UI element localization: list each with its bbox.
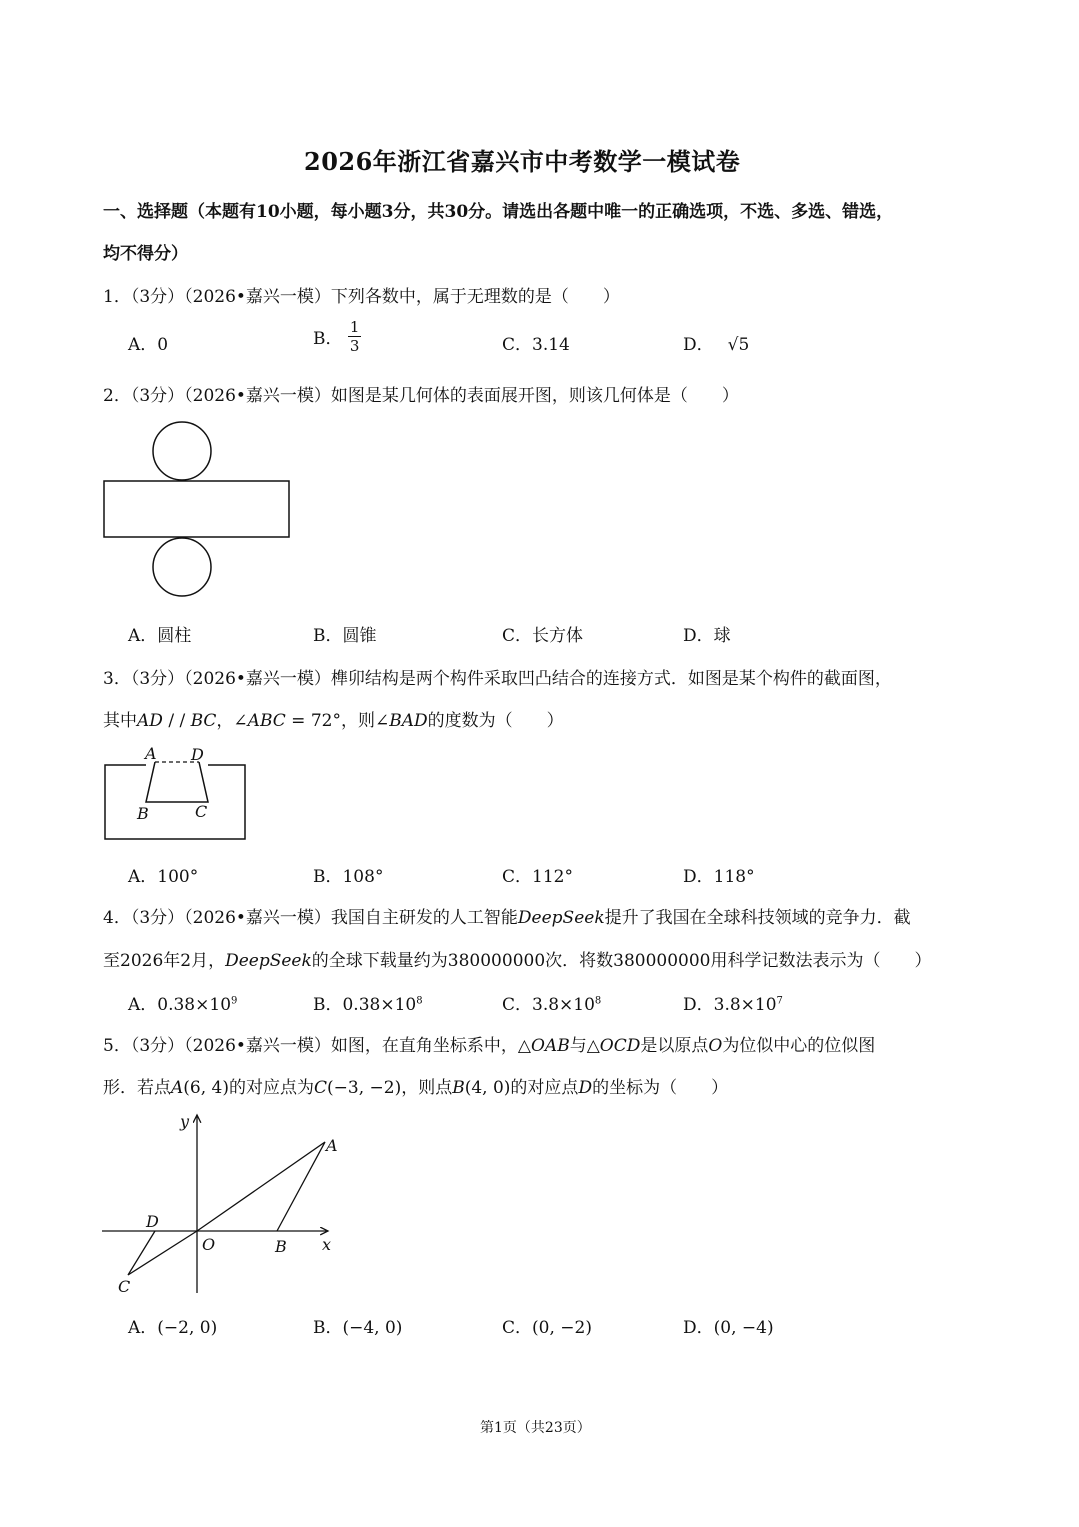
question-3-stem-line1: 3．（3分）（2026•嘉兴一模）榫卯结构是两个构件采取凹凸结合的连接方式．如图是某个构件的截面图， bbox=[103, 669, 892, 689]
question-5-stem-line1 bbox=[103, 1031, 875, 1056]
question-4-stem-line1 bbox=[103, 903, 911, 928]
q4-option-c bbox=[502, 990, 601, 1015]
q5-label-a: A bbox=[326, 1136, 338, 1155]
q5-text-mid: 与△ bbox=[569, 1036, 600, 1056]
q3-ad: AD bbox=[137, 711, 163, 731]
q5-text-post: 为位似中心的位似图 bbox=[722, 1036, 876, 1056]
q5-text2-pre: 形．若点 bbox=[103, 1078, 171, 1098]
q4-option-c-exp: 8 bbox=[594, 995, 602, 1007]
q5-a: A bbox=[171, 1078, 184, 1098]
q5-b: B bbox=[452, 1078, 465, 1098]
q3-label-c: C bbox=[195, 802, 208, 821]
q4-text2-pre: 至2026年2月， bbox=[103, 951, 226, 971]
q5-c: C bbox=[314, 1078, 328, 1098]
q1-option-c: C．3.14 bbox=[502, 335, 570, 355]
q4-option-d bbox=[683, 990, 783, 1015]
q2-top-circle bbox=[153, 422, 211, 480]
q3-text-pre: 其中 bbox=[103, 711, 137, 731]
q5-label-c: C bbox=[118, 1277, 131, 1296]
q3-bad: BAD bbox=[389, 711, 428, 731]
q3-mortise-figure bbox=[100, 740, 252, 844]
q1-option-d-value: √5 bbox=[727, 335, 750, 355]
q3-option-a: A．100° bbox=[128, 867, 199, 887]
q1-fraction bbox=[348, 318, 362, 355]
q3-label-b: B bbox=[137, 804, 149, 823]
q5-text2-end: 的坐标为（ ） bbox=[592, 1078, 729, 1098]
section-heading-line1: 一、选择题（本题有10小题，每小题3分，共30分。请选出各题中唯一的正确选项，不选、多选、错选， bbox=[103, 202, 894, 222]
q5-option-c: C．(0, −2) bbox=[502, 1318, 592, 1338]
q5-option-d: D．(0, −4) bbox=[683, 1318, 774, 1338]
question-3-stem-line2 bbox=[103, 706, 564, 731]
q5-coordinate-figure bbox=[100, 1105, 350, 1300]
q2-option-b: B．圆锥 bbox=[313, 626, 377, 646]
q3-bc: BC bbox=[190, 711, 217, 731]
q5-option-a: A．(−2, 0) bbox=[128, 1318, 218, 1338]
q5-oab: OAB bbox=[531, 1036, 570, 1056]
q5-triangle-ocd bbox=[128, 1231, 197, 1275]
q4-option-a-base: A．0.38×10 bbox=[128, 995, 232, 1015]
q1-option-d-label: D． bbox=[683, 335, 714, 355]
q2-bottom-circle bbox=[153, 538, 211, 596]
q1-option-d bbox=[683, 330, 749, 355]
q4-option-b-exp: 8 bbox=[416, 995, 423, 1007]
q4-option-d-base: D．3.8×10 bbox=[683, 995, 777, 1015]
q2-option-c: C．长方体 bbox=[502, 626, 584, 646]
q5-text-mid2: 是以原点 bbox=[640, 1036, 709, 1056]
q2-rectangle bbox=[104, 481, 289, 537]
page-footer: 第1页（共23页） bbox=[480, 1420, 591, 1436]
q3-text-mid: ，∠ bbox=[216, 711, 248, 731]
q1-fraction-denominator: 3 bbox=[349, 337, 360, 355]
q1-fraction-numerator: 1 bbox=[349, 318, 360, 336]
q4-text-pre: 4．（3分）（2026•嘉兴一模）我国自主研发的人工智能 bbox=[103, 908, 518, 928]
q5-text2-a: (6, 4)的对应点为 bbox=[183, 1078, 314, 1098]
question-1-stem: 1．（3分）（2026•嘉兴一模）下列各数中，属于无理数的是（ ） bbox=[103, 287, 620, 307]
page-title: 2026年浙江省嘉兴市中考数学一模试卷 bbox=[304, 147, 741, 176]
q4-text2-post: 的全球下载量约为380000000次．将数380000000用科学记数法表示为（ ） bbox=[311, 951, 932, 971]
q1-option-a: A．0 bbox=[128, 335, 169, 355]
q2-net-figure bbox=[100, 418, 296, 608]
q5-option-b: B．(−4, 0) bbox=[313, 1318, 403, 1338]
q5-label-b: B bbox=[275, 1237, 287, 1256]
q5-o: O bbox=[708, 1036, 723, 1056]
q3-parallel: / / bbox=[162, 711, 191, 731]
q5-label-y: y bbox=[180, 1112, 190, 1131]
q1-option-b bbox=[313, 318, 361, 355]
q5-text2-b: (4, 0)的对应点 bbox=[464, 1078, 579, 1098]
q4-option-a-exp: 9 bbox=[231, 995, 238, 1007]
question-2-stem: 2．（3分）（2026•嘉兴一模）如图是某几何体的表面展开图，则该几何体是（ ） bbox=[103, 386, 739, 406]
q3-option-c: C．112° bbox=[502, 867, 573, 887]
q3-label-d: D bbox=[191, 745, 204, 764]
q2-option-d: D．球 bbox=[683, 626, 731, 646]
q3-option-b: B．108° bbox=[313, 867, 384, 887]
q4-text-post: 提升了我国在全球科技领域的竞争力．截 bbox=[604, 908, 911, 928]
q3-abc: ABC bbox=[247, 711, 286, 731]
q5-label-x: x bbox=[322, 1235, 332, 1254]
q4-option-c-base: C．3.8×10 bbox=[502, 995, 595, 1015]
q3-text-end: 的度数为（ ） bbox=[427, 711, 564, 731]
q3-trapezoid bbox=[146, 762, 208, 802]
q1-option-b-label: B． bbox=[313, 329, 343, 349]
q5-label-d: D bbox=[146, 1212, 159, 1231]
question-4-stem-line2 bbox=[103, 946, 931, 971]
q5-ocd: OCD bbox=[599, 1036, 641, 1056]
q5-text2-c: (−3, −2)，则点 bbox=[327, 1078, 453, 1098]
q4-option-b-base: B．0.38×10 bbox=[313, 995, 417, 1015]
q5-text-pre: 5．（3分）（2026•嘉兴一模）如图，在直角坐标系中，△ bbox=[103, 1036, 531, 1056]
q2-option-a: A．圆柱 bbox=[128, 626, 192, 646]
q4-option-d-exp: 7 bbox=[776, 995, 783, 1007]
q4-option-a bbox=[128, 990, 237, 1015]
q5-triangle-oab bbox=[197, 1142, 325, 1231]
section-heading-line2: 均不得分） bbox=[103, 244, 188, 264]
q4-option-b bbox=[313, 990, 423, 1015]
q3-text-val: = 72°，则∠ bbox=[285, 711, 390, 731]
q4-deepseek-2: DeepSeek bbox=[225, 951, 312, 971]
q3-label-a: A bbox=[145, 744, 157, 763]
q5-d: D bbox=[578, 1078, 593, 1098]
q5-label-o: O bbox=[202, 1235, 216, 1254]
question-5-stem-line2 bbox=[103, 1073, 728, 1098]
q3-option-d: D．118° bbox=[683, 867, 755, 887]
q4-deepseek-1: DeepSeek bbox=[517, 908, 605, 928]
